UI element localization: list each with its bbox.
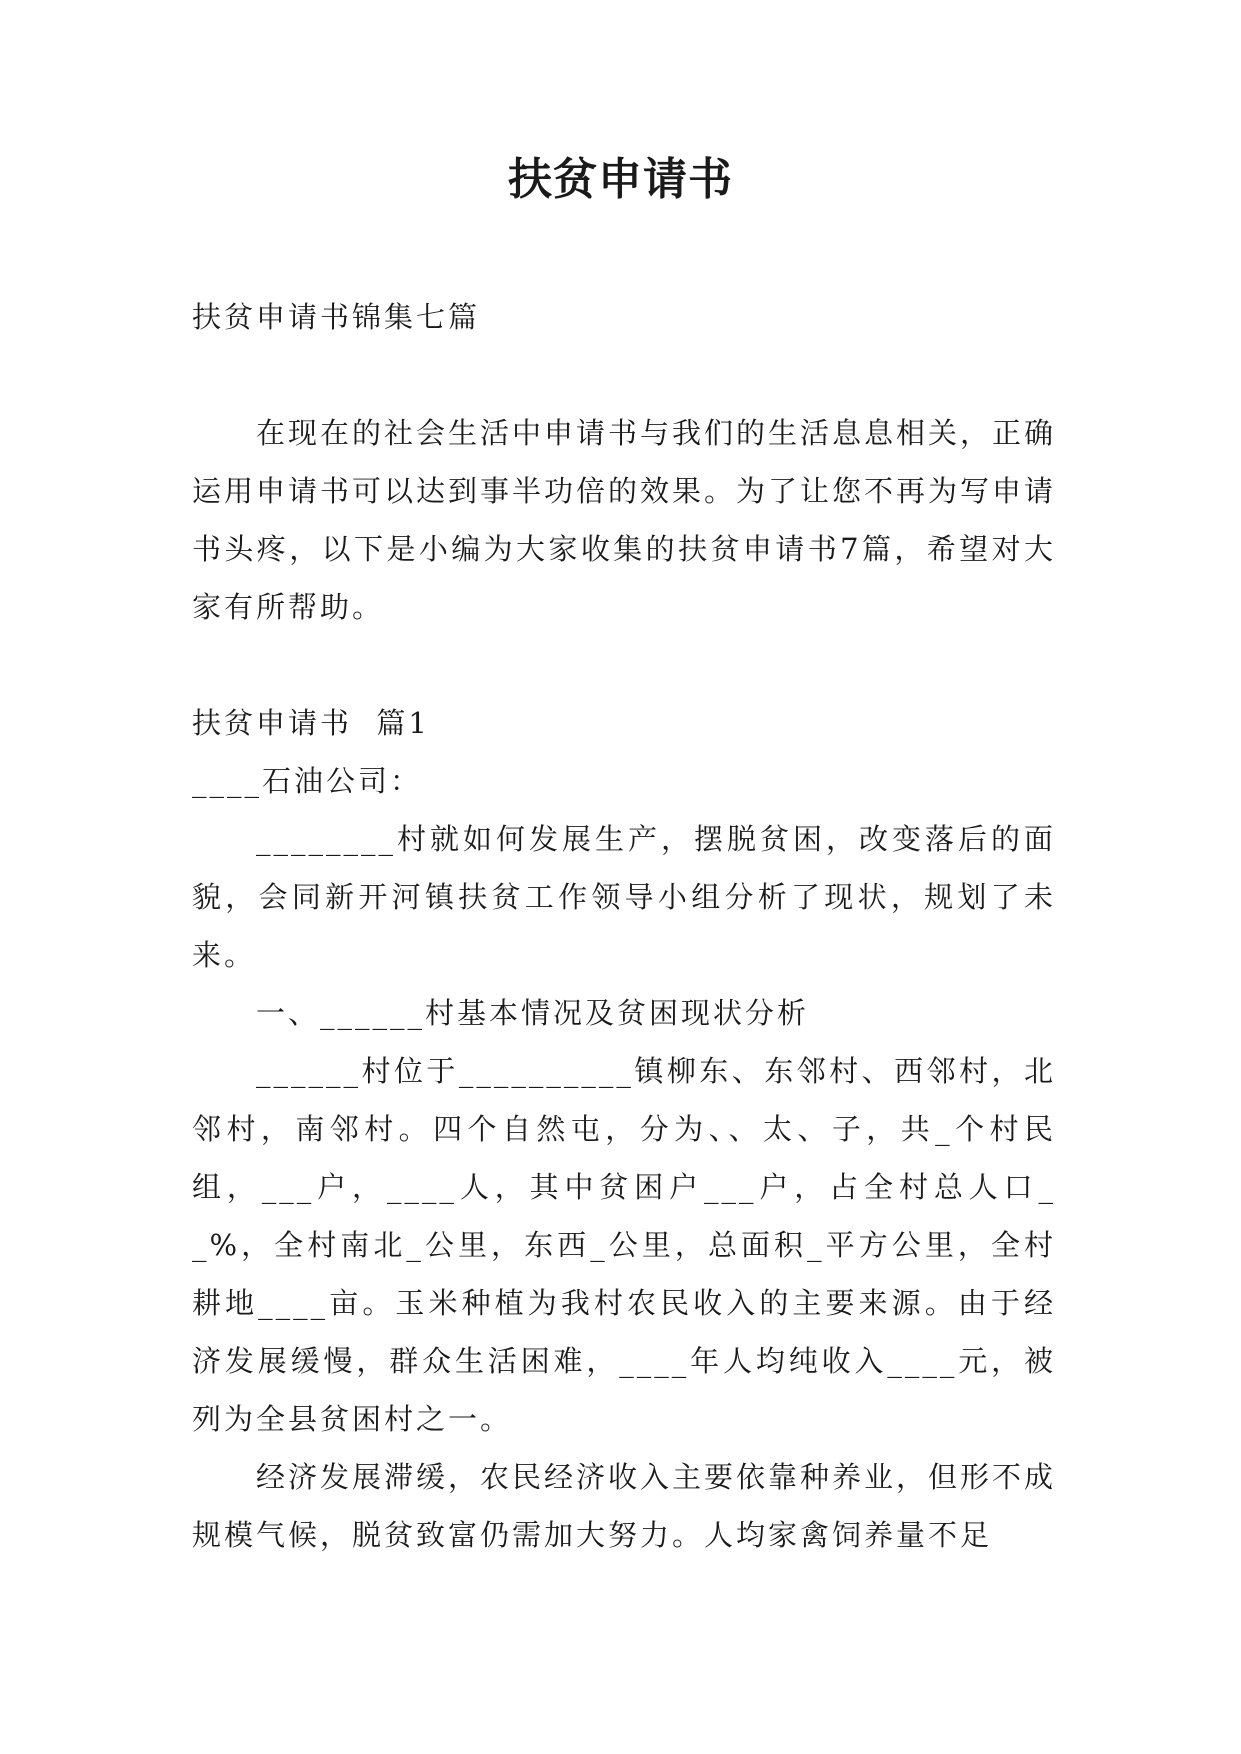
body-paragraph: 经济发展滞缓，农民经济收入主要依靠种养业，但形不成规模气候，脱贫致富仍需加大努力。人均家禽饲养量不足: [192, 1460, 1057, 1552]
document-subtitle: 扶贫申请书锦集七篇: [192, 300, 481, 334]
document-body: [192, 288, 1056, 1564]
section-heading: 扶贫申请书 篇1: [192, 706, 430, 740]
body-paragraph: ________村就如何发展生产，摆脱贫困，改变落后的面貌，会同新开河镇扶贫工作领导小组分析了现状，规划了未来。: [192, 822, 1056, 972]
intro-paragraph: 在现在的社会生活中申请书与我们的生活息息相关，正确运用申请书可以达到事半功倍的效果。为了让您不再为写申请书头疼，以下是小编为大家收集的扶贫申请书7篇，希望对大家有所帮助。: [192, 416, 1057, 624]
body-paragraph: ______村位于__________镇柳东、东邻村、西邻村，北邻村，南邻村。四个自然屯，分为、、太、子，共_个村民组，___户，____人，其中贫困户___户，占全村总人口__%，全村南北_公里，东西_公里，总面积_平方公里，全村耕地____亩。玉米种植为我村农民收入的主要来源。由于经济发展缓慢，群众生活困难，____年人均纯收入____元，被列为全县贫困村之一。: [192, 1054, 1056, 1436]
subsection-heading: 一、______村基本情况及贫困现状分析: [256, 996, 810, 1030]
document-title: 扶贫申请书: [508, 154, 733, 205]
salutation: ____石油公司：: [192, 764, 423, 798]
